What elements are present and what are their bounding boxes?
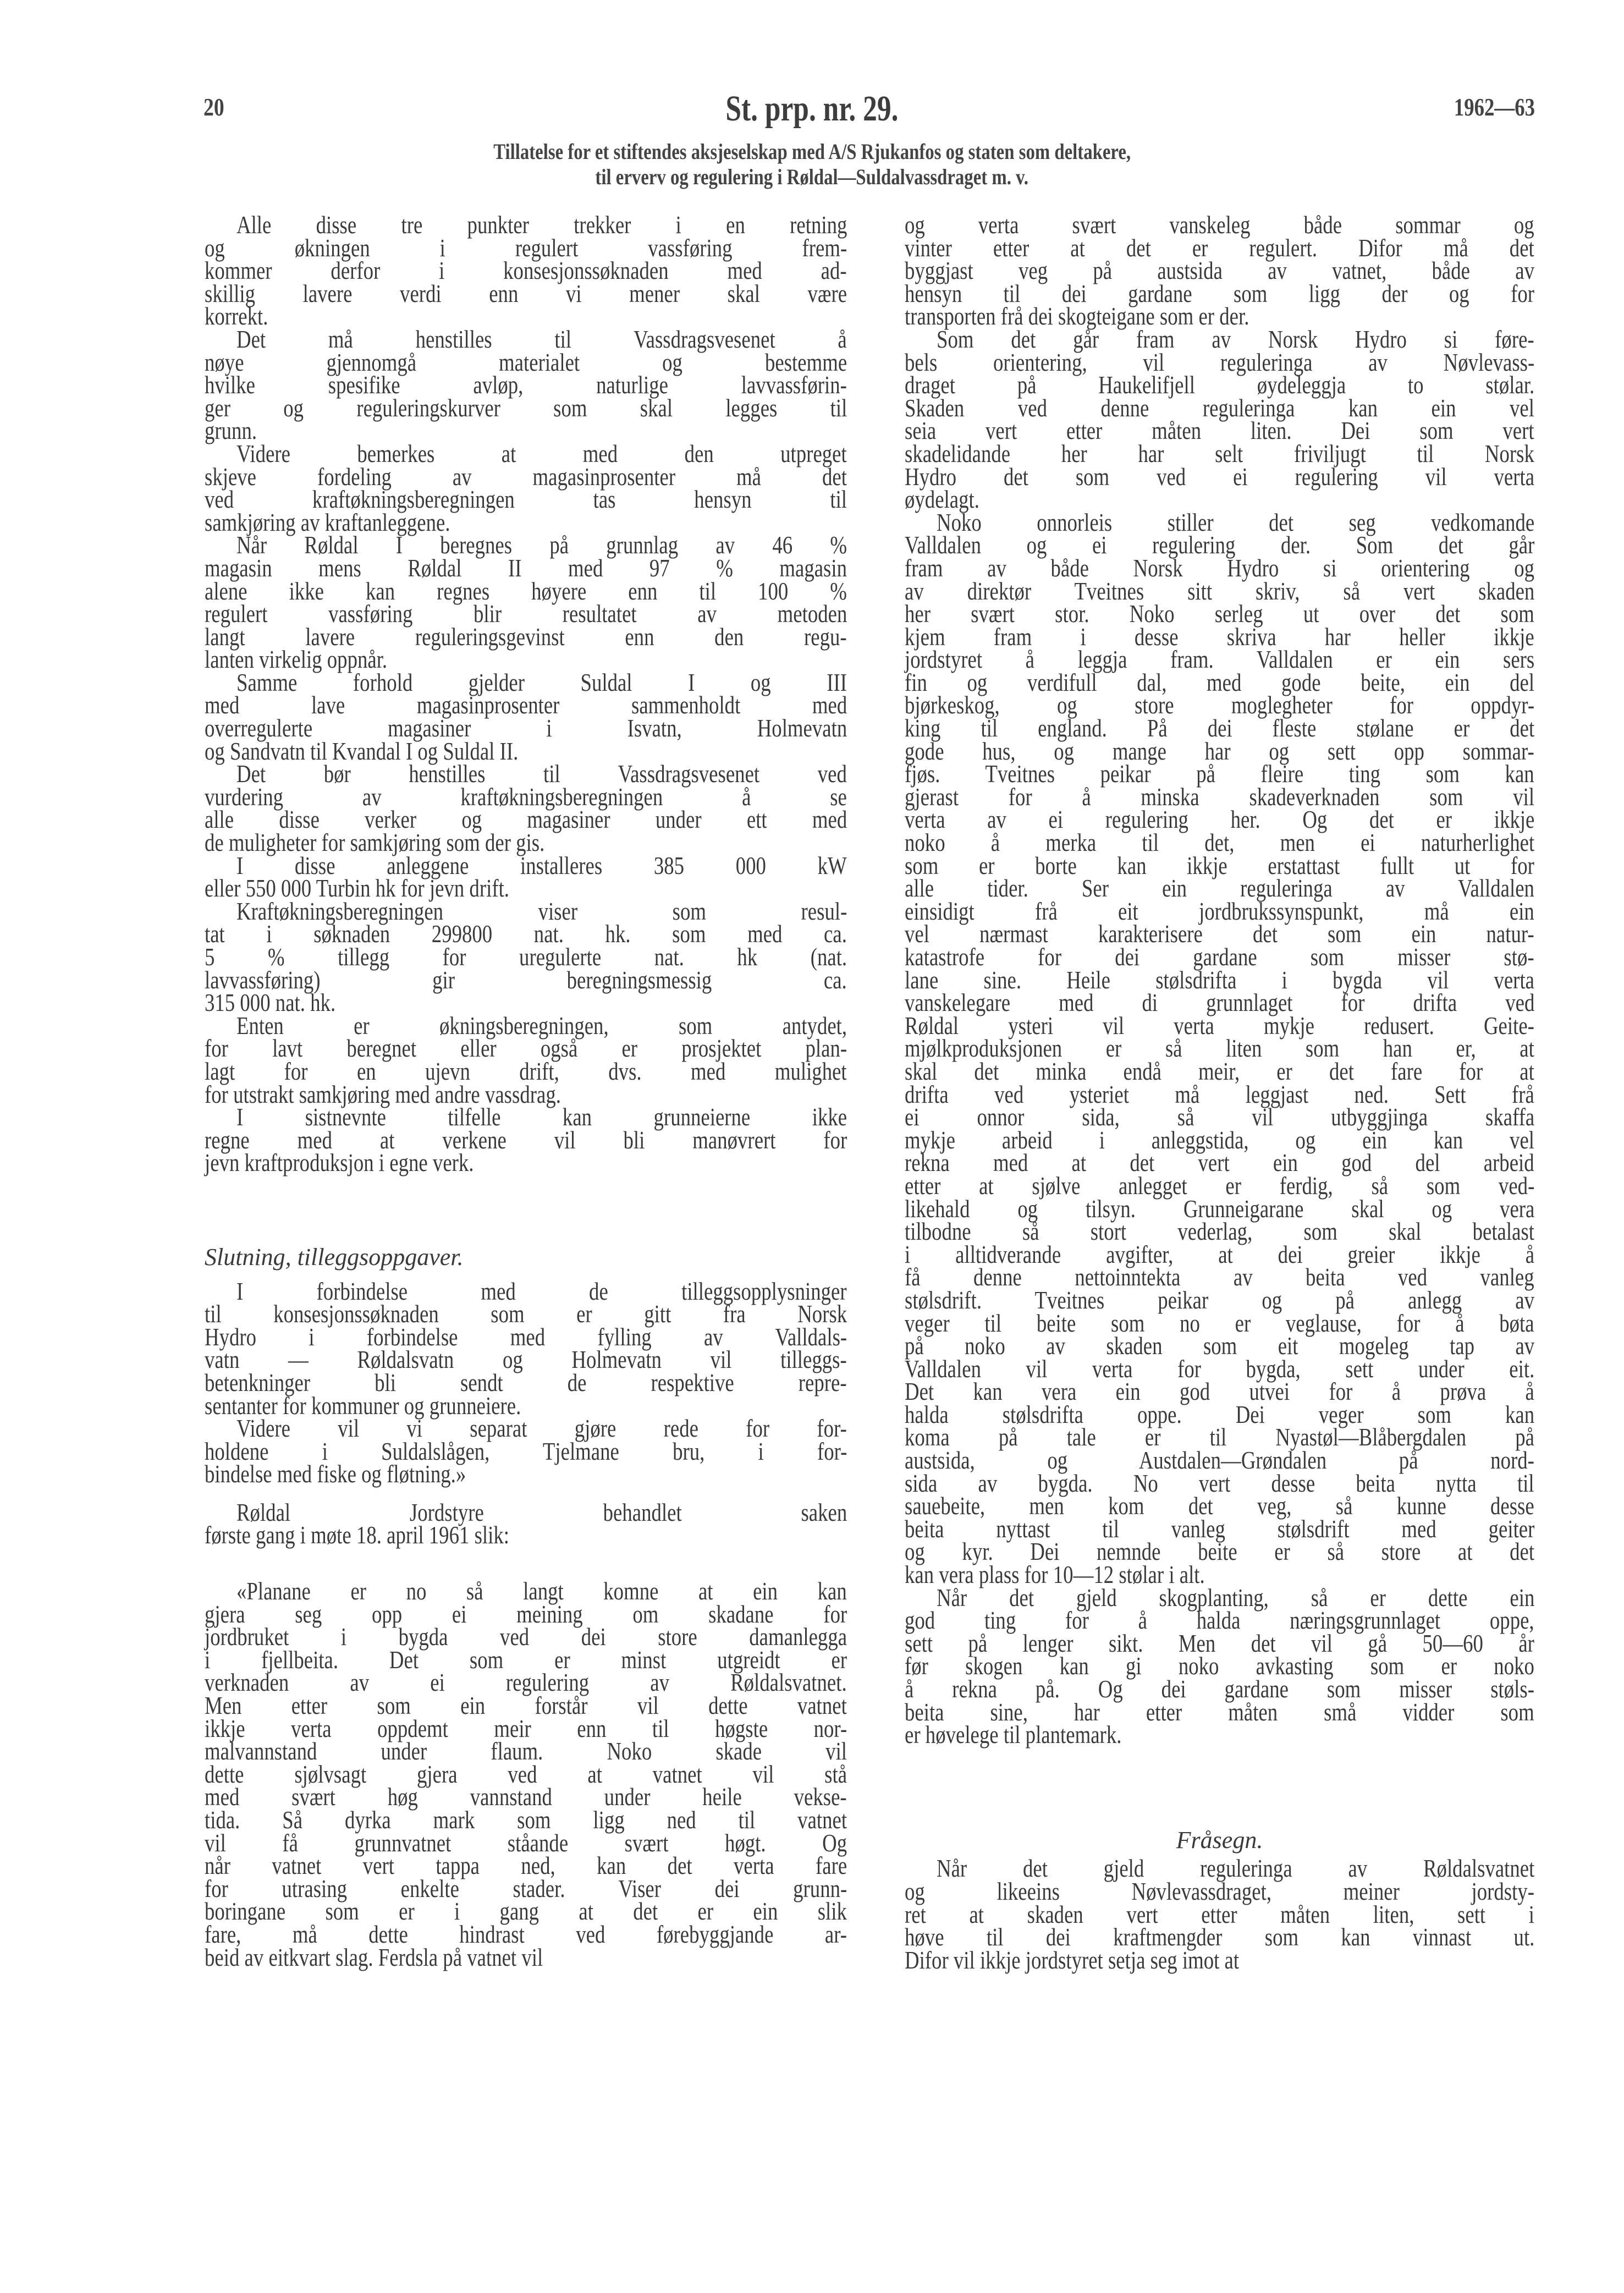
- right-column: [905, 211, 1535, 1974]
- text-line: tat i søknaden 299800 nat. hk. som med ca.: [205, 920, 847, 948]
- text-line: transporten frå dei skogteigane som er der.: [905, 302, 1249, 331]
- paragraph: [205, 531, 847, 674]
- paragraph: [905, 1583, 1535, 1749]
- text-line: verta av ei regulering her. Og det er ikkje: [905, 805, 1535, 834]
- text-line: jordbruket i bygda ved dei store damanlegga: [205, 1623, 847, 1651]
- text-line: Skaden ved denne reguleringa kan ein vel: [905, 393, 1534, 422]
- text-line: drifta ved ysteriet må leggjast ned. Sett frå: [905, 1080, 1534, 1108]
- section-heading: Fråsegn.: [1176, 1826, 1263, 1854]
- paragraph: [205, 760, 847, 857]
- text-line: alle tider. Ser ein reguleringa av Valldalen: [905, 874, 1534, 903]
- paragraph: [205, 1011, 847, 1108]
- text-line: regulert vassføring blir resultatet av metoden: [205, 600, 847, 628]
- text-line: Når Røldal I beregnes på grunnlag av 46 %: [236, 531, 847, 559]
- text-line: og likeeins Nøvlevassdraget, meiner jordsty-: [905, 1877, 1534, 1905]
- running-subtitle-line-2: [0, 164, 1624, 190]
- text-line: stølsdrift. Tveitnes peikar og på anlegg av: [905, 1285, 1535, 1314]
- text-line: å rekna på. Og dei gardane som misser støls-: [905, 1675, 1534, 1703]
- spacer: [205, 1174, 847, 1246]
- text-line: I forbindelse med de tilleggsopplysninger: [236, 1277, 847, 1305]
- text-line: få denne nettoinntekta av beita ved vanleg: [905, 1263, 1534, 1291]
- text-line: kjem fram i desse skriva har heller ikkje: [905, 622, 1534, 651]
- text-line: bjørkeskog, og store moglegheter for oppdyr-: [905, 691, 1535, 719]
- text-line: Kraftøkningsberegningen viser som resul-: [236, 897, 847, 925]
- text-line: malvannstand under flaum. Noko skade vil: [205, 1737, 847, 1766]
- text-line: og Sandvatn til Kvandal I og Suldal II.: [205, 736, 519, 765]
- text-line: hensyn til dei gardane som ligg der og for: [905, 279, 1535, 307]
- text-line: for utrasing enkelte stader. Viser dei grunn-: [205, 1874, 847, 1902]
- text-line: Som det går fram av Norsk Hydro si føre-: [937, 325, 1534, 353]
- text-line: overregulerte magasiner i Isvatn, Holmevatn: [205, 714, 847, 743]
- text-line: sauebeite, men kom det veg, så kunne desse: [905, 1492, 1534, 1520]
- text-line: veger til beite som no er veglause, for å bøta: [905, 1308, 1534, 1337]
- text-line: ei onnor sida, så vil utbyggjinga skaffa: [905, 1103, 1535, 1131]
- text-line: betenkninger bli sendt de respektive repre-: [205, 1368, 847, 1396]
- text-line: skal det minka endå meir, er det fare for at: [905, 1057, 1534, 1085]
- text-line: 315 000 nat. hk.: [205, 988, 336, 1017]
- text-line: beid av eitkvart slag. Ferdsla på vatnet vil: [205, 1943, 543, 1971]
- text-line: 5 % tillegg for uregulerte nat. hk (nat.: [205, 943, 847, 971]
- text-line: og kyr. Dei nemnde beite er så store at det: [905, 1537, 1535, 1566]
- text-line: bels orientering, vil reguleringa av Nøvlevass-: [905, 348, 1535, 376]
- text-line: til konsesjonssøknaden som er gitt fra Norsk: [205, 1300, 847, 1328]
- text-line: og økningen i regulert vassføring frem-: [205, 233, 847, 262]
- text-line: noko å merka til det, men ei naturherlighet: [905, 828, 1535, 857]
- text-line: nøye gjennomgå materialet og bestemme: [205, 348, 847, 376]
- spacer: [905, 1746, 1534, 1829]
- text-line: beita sine, har etter måten små vidder som: [905, 1697, 1534, 1726]
- spacer: [205, 1547, 847, 1580]
- text-line: fin og verdifull dal, med gode beite, ein del: [905, 668, 1535, 696]
- text-line: vinter etter at det er regulert. Difor må det: [905, 233, 1534, 262]
- text-line: og verta svært vanskeleg både sommar og: [905, 211, 1534, 239]
- text-line: skillig lavere verdi enn vi mener skal være: [205, 279, 847, 307]
- text-line: korrekt.: [205, 302, 268, 331]
- paragraph: [205, 439, 847, 536]
- text-line: ger og reguleringskurver som skal legges til: [205, 393, 847, 422]
- page-number: 20: [203, 93, 224, 121]
- text-line: tilbodne så stort vederlag, som skal betalast: [905, 1217, 1534, 1246]
- text-line: jevn kraftproduksjon i egne verk.: [205, 1148, 474, 1177]
- text-line: koma på tale er til Nyastøl—Blåbergdalen på: [905, 1423, 1534, 1451]
- text-line: verknaden av ei regulering av Røldalsvatnet.: [205, 1668, 847, 1697]
- text-line: Når det gjeld reguleringa av Røldalsvatnet: [937, 1854, 1535, 1883]
- text-line: med svært høg vannstand under heile vekse-: [205, 1783, 847, 1811]
- text-line: tida. Så dyrka mark som ligg ned til vatnet: [205, 1806, 847, 1834]
- text-line: sentanter for kommuner og grunneiere.: [205, 1391, 521, 1420]
- text-line: når vatnet vert tappa ned, kan det verta fare: [205, 1851, 847, 1880]
- text-line: fram av både Norsk Hydro si orientering og: [905, 553, 1535, 582]
- text-line: øydelagt.: [905, 485, 979, 514]
- text-line: langt lavere reguleringsgevinst enn den regu-: [205, 622, 847, 651]
- paragraph: [205, 325, 847, 445]
- text-line: dette sjølvsagt gjera ved at vatnet vil stå: [205, 1759, 847, 1788]
- text-line: skjeve fordeling av magasinprosenter må det: [205, 462, 847, 491]
- text-line: holdene i Suldalslågen, Tjelmane bru, i for-: [205, 1437, 847, 1465]
- paragraph: [905, 508, 1535, 1589]
- text-line: Det bør henstilles til Vassdragsvesenet ved: [236, 760, 847, 788]
- text-line: sida av bygda. No vert desse beita nytta til: [905, 1469, 1534, 1497]
- text-line: hvilke spesifike avløp, naturlige lavvassførin-: [205, 371, 847, 399]
- text-line: i alltidverande avgifter, at dei greier ikkje å: [905, 1240, 1535, 1268]
- text-line: vatn — Røldalsvatn og Holmevatn vil tilleggs-: [205, 1345, 847, 1374]
- subtitle-text: Tillatelse for et stiftendes aksjeselskap med A/S Rjukanfos og staten som deltakere,: [493, 139, 1131, 164]
- document-title: [0, 88, 1624, 130]
- text-line: Røldal Jordstyre behandlet saken: [236, 1498, 847, 1526]
- text-line: etter at sjølve anlegget er ferdig, så som ved-: [905, 1171, 1535, 1200]
- text-line: i fjellbeita. Det som er minst utgreidt er: [205, 1645, 847, 1674]
- text-line: grunn.: [205, 416, 257, 445]
- document-title-text: St. prp. nr. 29.: [725, 89, 899, 129]
- text-line: lane sine. Heile stølsdrifta i bygda vil verta: [905, 965, 1534, 994]
- text-line: første gang i møte 18. april 1961 slik:: [205, 1521, 509, 1549]
- session-year: 1962—63: [1454, 93, 1535, 121]
- text-line: høve til dei kraftmengder som kan vinnast ut.: [905, 1923, 1535, 1951]
- text-line: Difor vil ikkje jordstyret setja seg imot at: [905, 1945, 1240, 1974]
- paragraph: [205, 1277, 847, 1420]
- paragraph: [205, 1414, 847, 1488]
- paragraph: [905, 325, 1535, 514]
- text-line: fare, må dette hindrast ved førebyggjande ar-: [205, 1920, 847, 1948]
- text-line: king til england. På dei fleste stølane er det: [905, 714, 1535, 743]
- text-line: på noko av skaden som eit mogeleg tap av: [905, 1332, 1535, 1360]
- text-line: vanskelegare med di grunnlaget for drifta ved: [905, 988, 1535, 1017]
- text-line: Samme forhold gjelder Suldal I og III: [236, 668, 847, 696]
- text-line: regne med at verkene vil bli manøvrert for: [205, 1125, 847, 1154]
- text-line: likehald og tilsyn. Grunneigarane skal og vera: [905, 1194, 1535, 1223]
- text-line: ikkje verta oppdemt meir enn til høgste nor-: [205, 1714, 847, 1742]
- text-line: Videre bemerkes at med den utpreget: [236, 439, 847, 468]
- running-subtitle-line-1: [0, 139, 1624, 164]
- text-line: de muligheter for samkjøring som der gis.: [205, 828, 545, 857]
- text-line: ved kraftøkningsberegningen tas hensyn til: [205, 485, 847, 514]
- text-line: Røldal ysteri vil verta mykje redusert. Geite-: [905, 1011, 1534, 1040]
- paragraph: [205, 211, 847, 331]
- text-line: jordstyret å leggja fram. Valldalen er ein sers: [905, 645, 1535, 674]
- text-line: beita nyttast til vanleg stølsdrift med geiter: [905, 1514, 1535, 1543]
- paragraph: [205, 668, 847, 765]
- text-line: alle disse verker og magasiner under ett med: [205, 805, 847, 834]
- text-line: alene ikke kan regnes høyere enn til 100 %: [205, 576, 847, 605]
- text-line: samkjøring av kraftanleggene.: [205, 508, 450, 536]
- text-line: gode hus, og mange har og sett opp sommar-: [905, 736, 1534, 765]
- text-line: eller 550 000 Turbin hk for jevn drift.: [205, 874, 509, 903]
- text-line: her svært stor. Noko serleg ut over det som: [905, 600, 1534, 628]
- text-line: fjøs. Tveitnes peikar på fleire ting som kan: [905, 760, 1534, 788]
- text-line: Noko onnorleis stiller det seg vedkomande: [937, 508, 1535, 536]
- paragraph: [205, 1498, 847, 1549]
- text-line: god ting for å halda næringsgrunnlaget oppe,: [905, 1606, 1534, 1635]
- text-line: for lavt beregnet eller også er prosjektet plan-: [205, 1034, 847, 1063]
- text-line: før skogen kan gi noko avkasting som er noko: [905, 1652, 1534, 1680]
- text-line: kommer derfor i konsesjonssøknaden med ad-: [205, 256, 847, 285]
- text-line: vel nærmast karakterisere det som ein natur-: [905, 920, 1534, 948]
- paragraph: [205, 897, 847, 1017]
- text-line: Alle disse tre punkter trekker i en retning: [236, 211, 847, 239]
- text-line: gjerast for å minska skadeverknaden som vil: [905, 782, 1535, 811]
- text-line: av direktør Tveitnes sitt skriv, så vert skaden: [905, 576, 1535, 605]
- paragraph: [905, 1854, 1535, 1974]
- paragraph: [205, 851, 847, 903]
- text-line: for utstrakt samkjøring med andre vassdrag.: [205, 1080, 561, 1108]
- text-line: Enten er økningsberegningen, som antydet,: [236, 1011, 847, 1040]
- text-line: seia vert etter måten liten. Dei som vert: [905, 416, 1534, 445]
- text-line: lagt for en ujevn drift, dvs. med mulighet: [205, 1057, 847, 1085]
- text-line: ret at skaden vert etter måten liten, sett i: [905, 1900, 1534, 1928]
- text-line: som er borte kan ikkje erstattast fullt ut for: [905, 851, 1534, 879]
- text-line: Hydro i forbindelse med fylling av Valldals-: [205, 1322, 847, 1351]
- text-line: Det kan vera ein god utvei for å prøva å: [905, 1377, 1534, 1406]
- text-line: halda stølsdrifta oppe. Dei veger som kan: [905, 1400, 1535, 1428]
- text-line: draget på Haukelifjell øydeleggja to stølar.: [905, 371, 1535, 399]
- text-line: bindelse med fiske og fløtning.»: [205, 1460, 466, 1488]
- text-line: med lave magasinprosenter sammenholdt med: [205, 691, 847, 719]
- paragraph: [205, 1103, 847, 1177]
- text-line: vil få grunnvatnet ståande svært høgt. Og: [205, 1828, 847, 1857]
- paragraph: [205, 1577, 847, 1971]
- text-line: Men etter som ein forstår vil dette vatnet: [205, 1691, 847, 1720]
- text-line: einsidigt frå eit jordbrukssynspunkt, må ein: [905, 897, 1534, 925]
- text-line: Videre vil vi separat gjøre rede for for-: [236, 1414, 847, 1443]
- text-line: I disse anleggene installeres 385 000 kW: [236, 851, 847, 879]
- text-line: boringane som er i gang at det er ein slik: [205, 1897, 847, 1926]
- text-line: skadelidande her har selt friviljugt til Norsk: [905, 439, 1534, 468]
- text-line: I sistnevnte tilfelle kan grunneierne ikke: [236, 1103, 847, 1131]
- text-line: er høvelege til plantemark.: [905, 1720, 1122, 1749]
- text-line: vurdering av kraftøkningsberegningen å se: [205, 782, 847, 811]
- text-line: Valldalen og ei regulering der. Som det går: [905, 531, 1535, 559]
- text-line: gjera seg opp ei meining om skadane for: [205, 1599, 847, 1628]
- text-line: Valldalen vil verta for bygda, sett under eit.: [905, 1354, 1535, 1383]
- subtitle-text: til erverv og regulering i Røldal—Suldalvassdraget m. v.: [595, 164, 1029, 189]
- text-line: magasin mens Røldal II med 97 % magasin: [205, 553, 847, 582]
- text-line: mjølkproduksjonen er så liten som han er, at: [905, 1034, 1534, 1063]
- text-line: kan vera plass for 10—12 stølar i alt.: [905, 1560, 1205, 1589]
- text-line: rekna med at det vert ein god del arbeid: [905, 1148, 1534, 1177]
- text-line: Hydro det som ved ei regulering vil verta: [905, 462, 1535, 491]
- section-heading: Slutning, tilleggsoppgaver.: [205, 1243, 464, 1271]
- text-line: «Planane er no så langt komne at ein kan: [236, 1577, 847, 1605]
- paragraph: [905, 211, 1535, 331]
- left-column: [205, 211, 847, 1971]
- text-line: Når det gjeld skogplanting, så er dette ein: [937, 1583, 1535, 1612]
- text-line: Det må henstilles til Vassdragsvesenet å: [236, 325, 847, 353]
- text-line: austsida, og Austdalen—Grøndalen på nord-: [905, 1446, 1534, 1475]
- text-line: mykje arbeid i anleggstida, og ein kan vel: [905, 1125, 1534, 1154]
- text-line: lanten virkelig oppnår.: [205, 645, 388, 674]
- text-line: sett på lenger sikt. Men det vil gå 50—60 år: [905, 1629, 1534, 1657]
- text-line: byggjast veg på austsida av vatnet, både av: [905, 256, 1534, 285]
- text-line: katastrofe for dei gardane som misser stø-: [905, 943, 1534, 971]
- text-line: lavvassføring) gir beregningsmessig ca.: [205, 965, 847, 994]
